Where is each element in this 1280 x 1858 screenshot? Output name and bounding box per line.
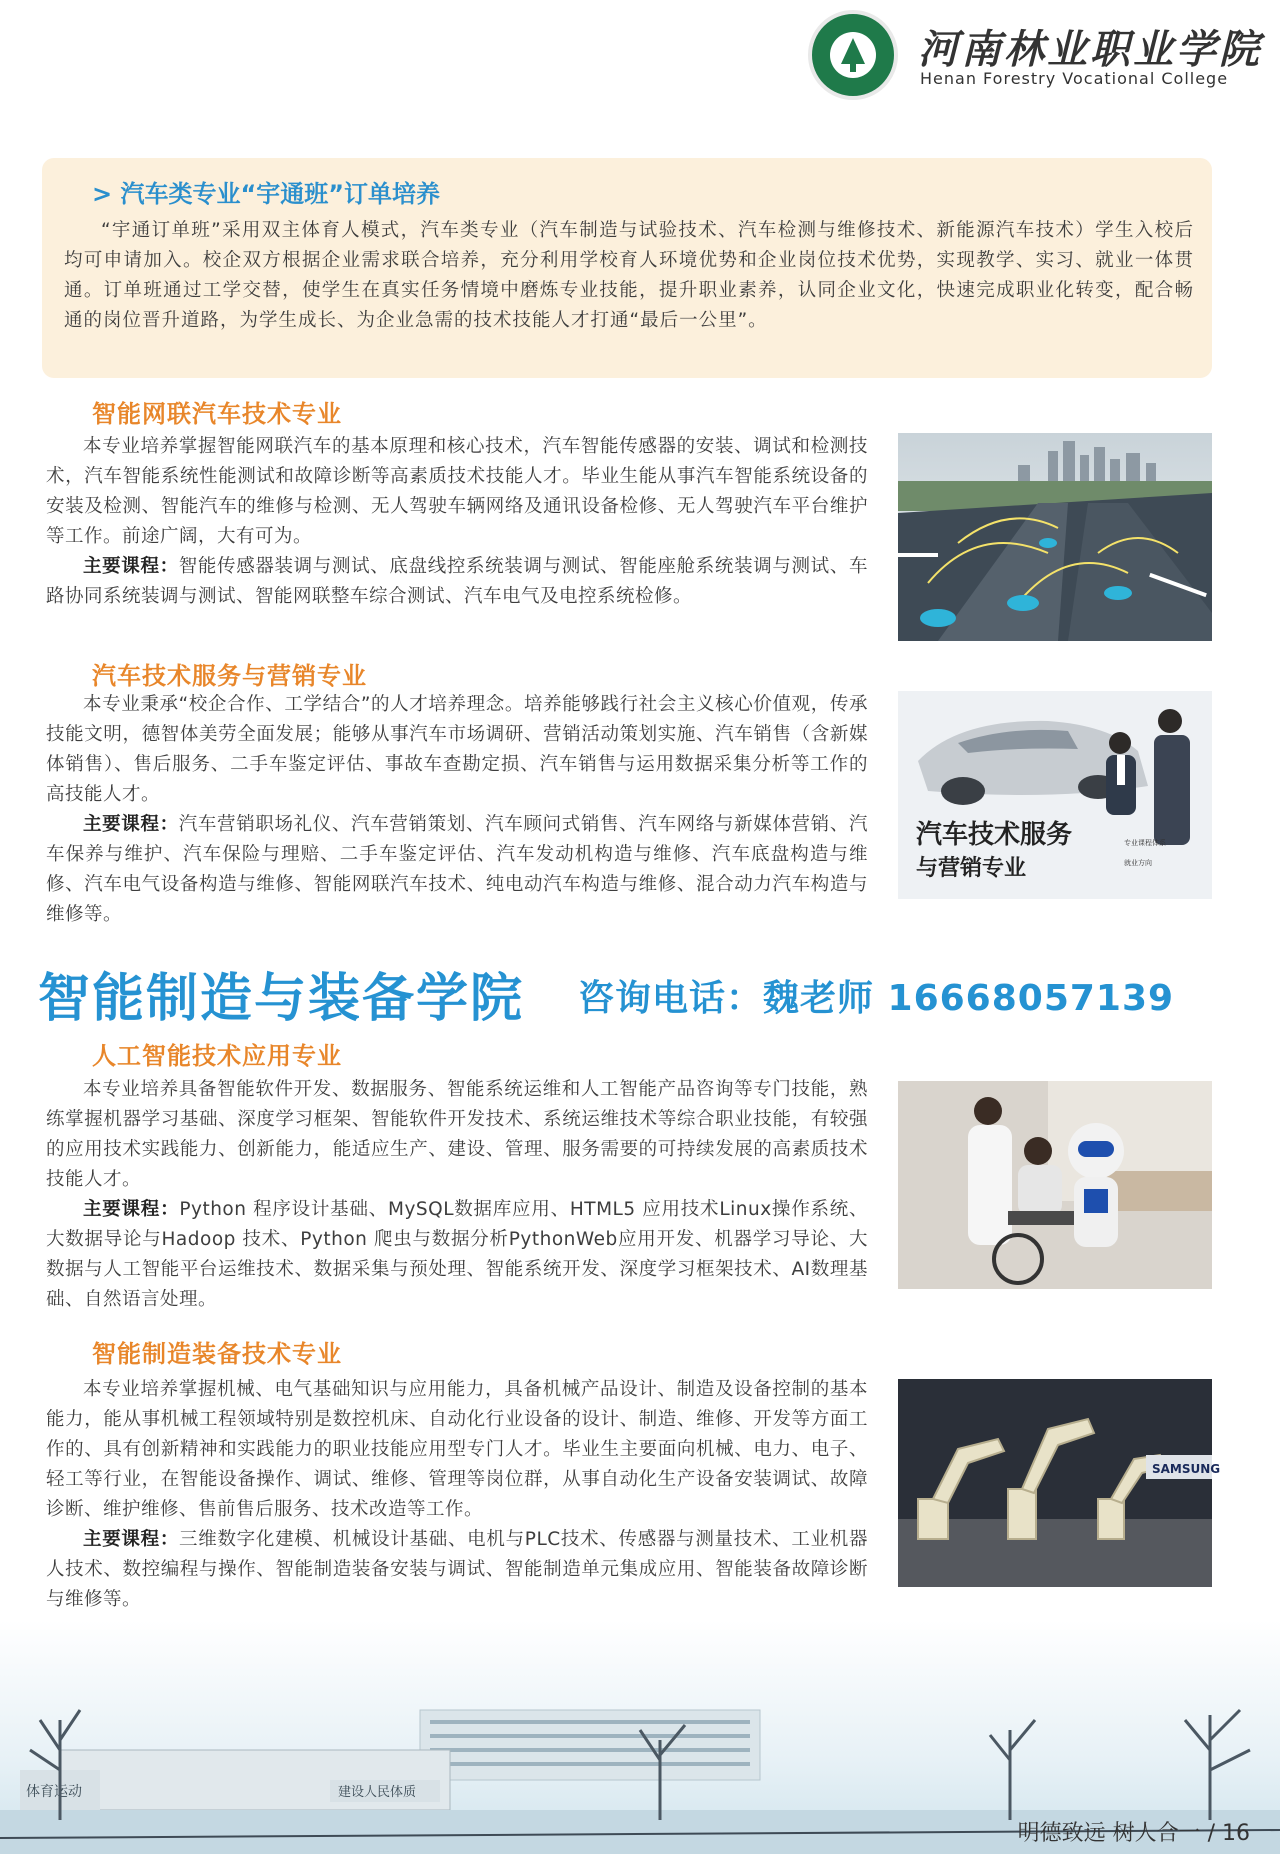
courses-label: 主要课程： (83, 1199, 180, 1220)
car-sales-image (898, 691, 1212, 899)
school-phone: 咨询电话：魏老师 16668057139 (578, 978, 1175, 1019)
courses-label: 主要课程： (83, 1529, 180, 1550)
major-desc: 本专业培养掌握智能网联汽车的基本原理和核心技术，汽车智能传感器的安装、调试和检测技术，汽车智能系统性能测试和故障诊断等高素质技术技能人才。毕业生能从事汽车智能系统设备的安装及检测、智能汽车的维修与检测、无人驾驶车辆网络及通讯设备检修、无人驾驶汽车平台维护等工作。前途广阔，大有可为。 (46, 436, 868, 547)
courses-text: 智能传感器装调与测试、底盘线控系统装调与测试、智能座舱系统装调与测试、车路协同系统装调与测试、智能网联整车综合测试、汽车电气及电控系统检修。 (46, 556, 868, 607)
samsung-sign: SAMSUNG (1152, 1462, 1221, 1476)
smart-car-image (898, 433, 1212, 641)
major-body-1 (46, 432, 868, 612)
courses-text: 三维数字化建模、机械设计基础、电机与PLC技术、传感器与测量技术、工业机器人技术、数控编程与操作、智能制造装备安装与调试、智能制造单元集成应用、智能装备故障诊断与维修等。 (46, 1529, 868, 1610)
footer-slogan-page: 明德致远 树人合一 / 16 (1017, 1821, 1250, 1846)
courses-label: 主要课程： (83, 814, 179, 835)
major-title-3: 人工智能技术应用专业 (92, 1042, 342, 1070)
major-desc: 本专业秉承“校企合作、工学结合”的人才培养理念。培养能够践行社会主义核心价值观，传承技能文明，德智体美劳全面发展；能够从事汽车市场调研、营销活动策划实施、汽车销售（含新媒体销售）、售后服务、二手车鉴定评估、事故车查勘定损、汽车销售与运用数据采集分析等工作的高技能人才。 (46, 694, 868, 805)
industrial-robot-image (898, 1379, 1221, 1587)
intro-box (42, 158, 1212, 378)
major-title-4: 智能制造装备技术专业 (92, 1340, 342, 1368)
intro-title: > 汽车类专业“宇通班”订单培养 (92, 180, 441, 208)
intro-body: “宇通订单班”采用双主体育人模式，汽车类专业（汽车制造与试验技术、汽车检测与维修技术、新能源汽车技术）学生入校后均可申请加入。校企双方根据企业需求联合培养，充分利用学校育人环境优势和企业岗位技术优势，实现教学、实习、就业一体贯通。订单班通过工学交替，使学生在真实任务情境中磨炼专业技能，提升职业素养，认同企业文化，快速完成职业化转变，配合畅通的岗位晋升道路，为学生成长、为企业急需的技术技能人才打通“最后一公里”。 (64, 220, 1194, 331)
courses-label: 主要课程： (83, 556, 179, 577)
courses-text: Python 程序设计基础、MySQL数据库应用、HTML5 应用技术Linux操作系统、大数据导论与Hadoop 技术、Python 爬虫与数据分析PythonWeb应用开发、机器学习导论、大数据与人工智能平台运维技术、数据采集与预处理、智能系统开发、深度学习框架技术、AI数理基础、自然语言处理。 (46, 1199, 868, 1310)
major-body-3 (46, 1075, 868, 1315)
major-title-2: 汽车技术服务与营销专业 (92, 662, 367, 690)
college-name-en: Henan Forestry Vocational College (920, 69, 1229, 88)
car-sales-small-text-2: 就业方向 (1124, 859, 1152, 867)
major-body-2 (46, 690, 868, 930)
logo-tree-icon (830, 32, 876, 78)
car-sales-caption-1: 汽车技术服务 (916, 820, 1073, 850)
school-title: 智能制造与装备学院 (38, 969, 525, 1029)
major-desc: 本专业培养掌握机械、电气基础知识与应用能力，具备机械产品设计、制造及设备控制的基本能力，能从事机械工程领域特别是数控机床、自动化行业设备的设计、制造、维修、开发等方面工作的、具有创新精神和实践能力的职业技能应用型专门人才。毕业生主要面向机械、电力、电子、轻工等行业，在智能设备操作、调试、维修、管理等岗位群，从事自动化生产设备安装调试、故障诊断、维护维修、售前售后服务、技术改造等工作。 (46, 1379, 868, 1520)
building-sign-1: 体育运动 (26, 1784, 82, 1800)
courses-text: 汽车营销职场礼仪、汽车营销策划、汽车顾问式销售、汽车网络与新媒体营销、汽车保养与维护、汽车保险与理赔、二手车鉴定评估、汽车发动机构造与维修、汽车底盘构造与维修、汽车电气设备构造与维修、智能网联汽车技术、纯电动汽车构造与维修、混合动力汽车构造与维修等。 (46, 814, 868, 925)
car-sales-caption-2: 与营销专业 (916, 856, 1027, 881)
major-desc: 本专业培养具备智能软件开发、数据服务、智能系统运维和人工智能产品咨询等专门技能，熟练掌握机器学习基础、深度学习框架、智能软件开发技术、系统运维技术等综合职业技能，有较强的应用技术实践能力、创新能力，能适应生产、建设、管理、服务需要的可持续发展的高素质技术技能人才。 (46, 1079, 868, 1190)
ai-robot-image (898, 1081, 1212, 1289)
college-name-cn: 河南林业职业学院 (918, 26, 1262, 73)
building-sign-2: 建设人民体质 (338, 1785, 417, 1800)
college-logo (808, 10, 898, 100)
major-title-1: 智能网联汽车技术专业 (92, 400, 342, 428)
major-body-4 (46, 1375, 868, 1615)
car-sales-small-text-1: 专业课程体系 (1124, 839, 1166, 847)
